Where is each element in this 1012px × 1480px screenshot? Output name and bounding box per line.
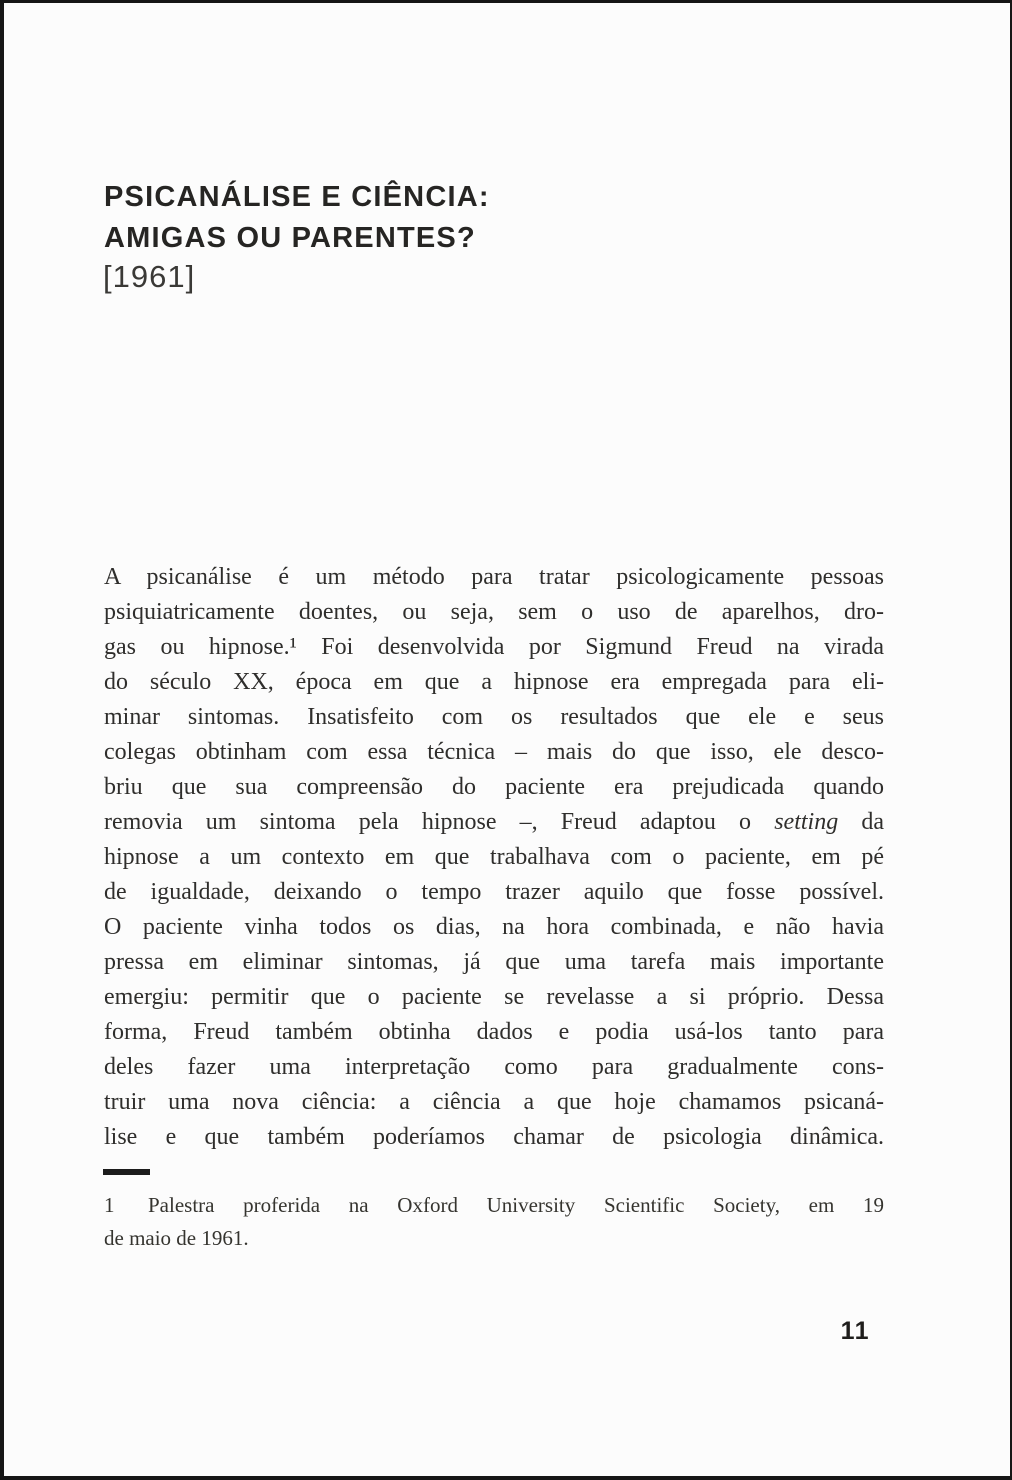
chapter-title-line: PSICANÁLISE E CIÊNCIA: bbox=[104, 181, 490, 213]
body-text-line: colegas obtinham com essa técnica – mais do que isso, ele desco- bbox=[104, 739, 884, 765]
body-text-line: truir uma nova ciência: a ciência a que hoje chamamos psicaná- bbox=[104, 1089, 884, 1115]
chapter-title-line: AMIGAS OU PARENTES? bbox=[104, 222, 476, 254]
body-text-line: pressa em eliminar sintomas, já que uma tarefa mais importante bbox=[104, 949, 884, 975]
body-text-line: do século XX, época em que a hipnose era empregada para eli- bbox=[104, 669, 884, 695]
body-text-line: briu que sua compreensão do paciente era prejudicada quando bbox=[104, 774, 884, 800]
body-text-line: psiquiatricamente doentes, ou seja, sem o uso de aparelhos, dro- bbox=[104, 599, 884, 625]
footnote bbox=[104, 1189, 884, 1255]
body-text-line: lise e que também poderíamos chamar de psicologia dinâmica. bbox=[104, 1124, 884, 1150]
body-text-line: O paciente vinha todos os dias, na hora combinada, e não havia bbox=[104, 914, 884, 940]
body-text-line: deles fazer uma interpretação como para gradualmente cons- bbox=[104, 1054, 884, 1080]
body-text-line: emergiu: permitir que o paciente se revelasse a si próprio. Dessa bbox=[104, 984, 884, 1010]
body-text-line: gas ou hipnose.¹ Foi desenvolvida por Sigmund Freud na virada bbox=[104, 634, 884, 660]
chapter-year: [1961] bbox=[103, 259, 196, 294]
chapter-title bbox=[104, 177, 490, 259]
body-text-line: de igualdade, deixando o tempo trazer aquilo que fosse possível. bbox=[104, 879, 884, 905]
body-text-line: forma, Freud também obtinha dados e podia usá-los tanto para bbox=[104, 1019, 884, 1045]
footnote-divider bbox=[103, 1169, 150, 1175]
footnote-number: 1 bbox=[104, 1193, 115, 1217]
page-number: 11 bbox=[840, 1317, 870, 1345]
body-text-line: hipnose a um contexto em que trabalhava com o paciente, em pé bbox=[104, 844, 884, 870]
footnote-line bbox=[104, 1189, 884, 1222]
body-text-line: A psicanálise é um método para tratar psicologicamente pessoas bbox=[104, 564, 884, 590]
body-text-line: removia um sintoma pela hipnose –, Freud adaptou o setting da bbox=[104, 809, 884, 835]
footnote-line: de maio de 1961. bbox=[104, 1226, 249, 1250]
body-text-line: minar sintomas. Insatisfeito com os resultados que ele e seus bbox=[104, 704, 884, 730]
body-paragraph bbox=[104, 560, 884, 1155]
footnote-text: Palestra proferida na Oxford University Scientific Society, em 19 bbox=[148, 1193, 884, 1217]
